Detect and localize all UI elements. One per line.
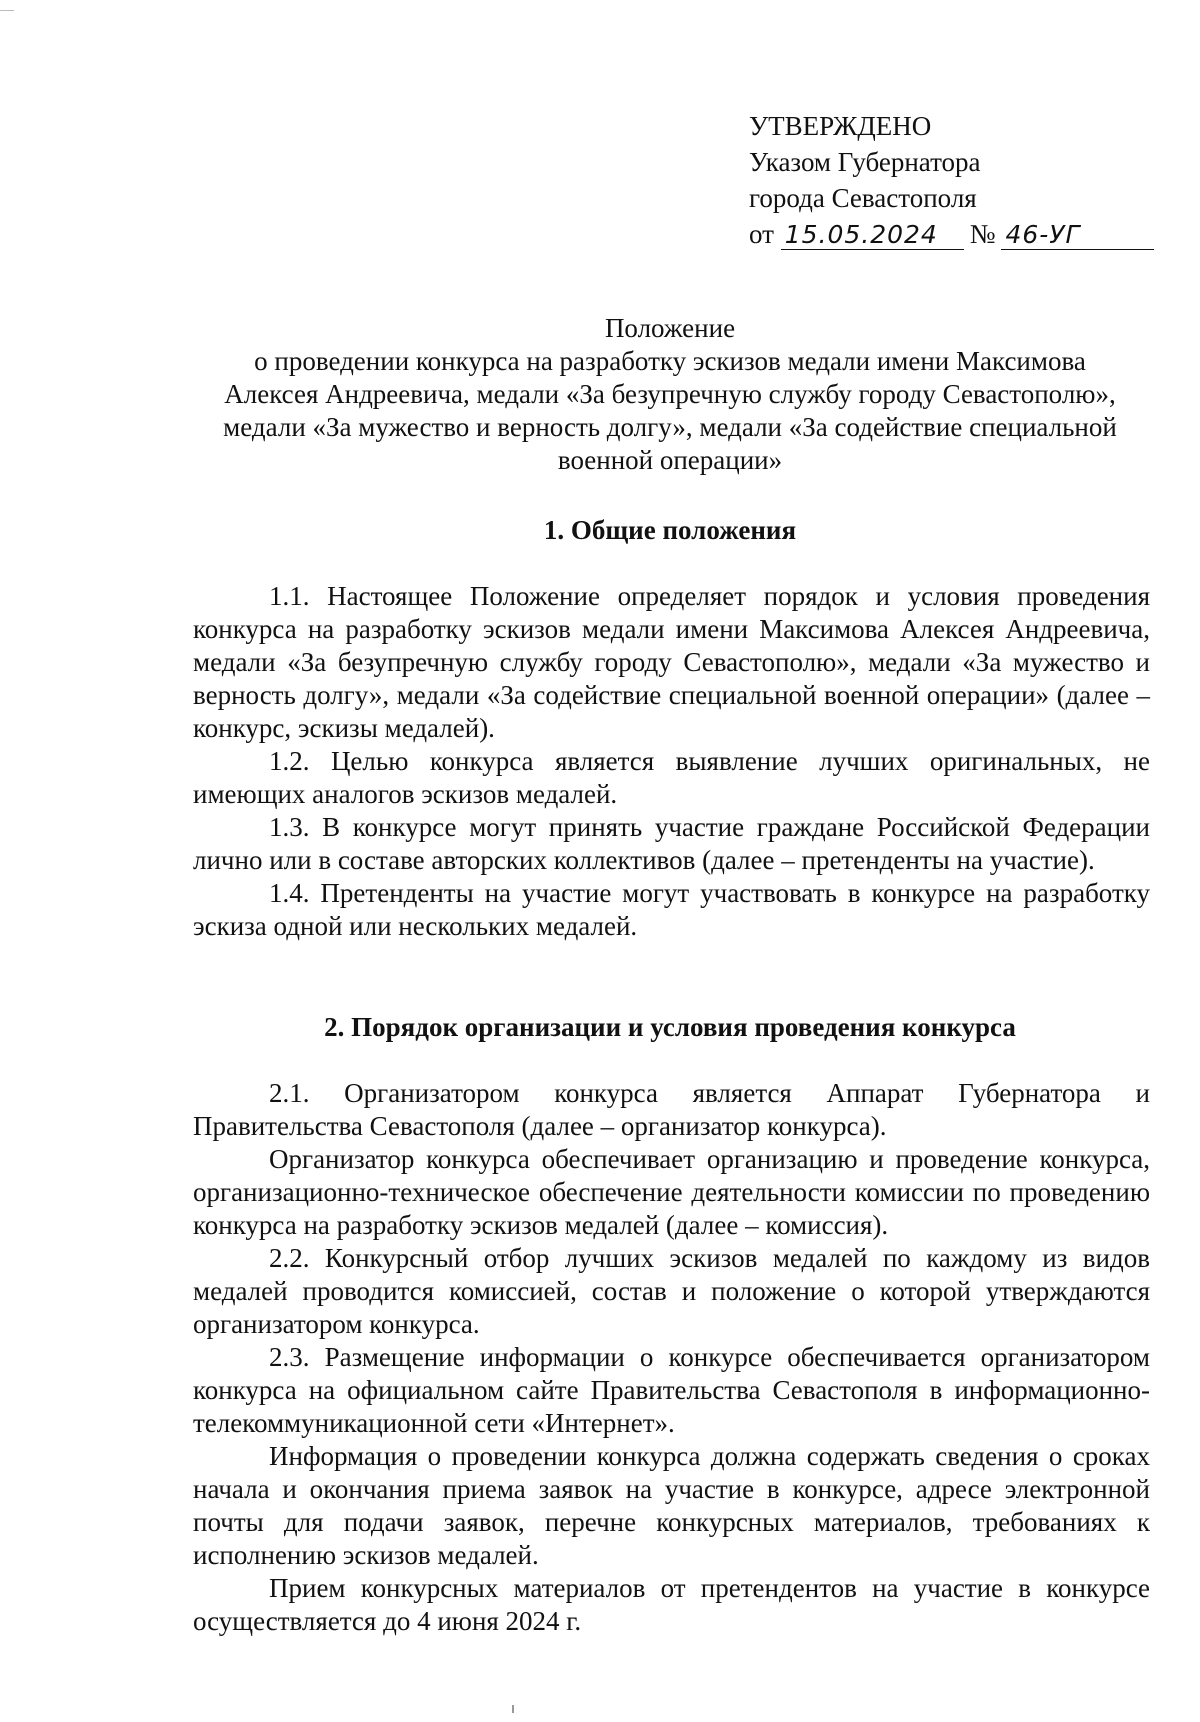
section-procedure-body	[193, 1077, 1150, 1638]
title-line: Алексея Андреевича, медали «За безупречную службу городу Севастополю»,	[224, 379, 1116, 409]
paragraph: Прием конкурсных материалов от претендентов на участие в конкурсе осуществляется до 4 июня 2024 г.	[193, 1573, 1150, 1636]
section-general-body	[193, 580, 1150, 943]
paragraph: 2.3. Размещение информации о конкурсе обеспечивается организатором конкурса на официальном сайте Правительства Севастополя в информационно-телекоммуникационной сети «Интернет».	[193, 1342, 1150, 1438]
section-heading-general: 1. Общие положения	[543, 515, 797, 545]
handwritten-number: 46-УГ	[1001, 221, 1154, 250]
approval-decree: Указом Губернатора	[749, 147, 981, 177]
paragraph: Организатор конкурса обеспечивает организацию и проведение конкурса, организационно-техническое обеспечение деятельности комиссии по проведению конкурса на разработку эскизов медалей (далее – комиссия).	[193, 1144, 1150, 1240]
scan-footer-mark	[512, 1705, 514, 1713]
paragraph: 1.3. В конкурсе могут принять участие граждане Российской Федерации лично или в составе авторских коллективов (далее – претенденты на участие).	[193, 812, 1150, 875]
approval-title: УТВЕРЖДЕНО	[749, 111, 932, 141]
scan-edge-mark	[0, 10, 14, 11]
title-line: медали «За мужество и верность долгу», медали «За содействие специальной	[223, 412, 1117, 442]
title-line: военной операции»	[557, 445, 783, 475]
title-heading: Положение	[604, 313, 736, 343]
paragraph: 2.1. Организатором конкурса является Аппарат Губернатора и Правительства Севастополя (далее – организатор конкурса).	[193, 1078, 1150, 1141]
title-line: о проведении конкурса на разработку эскизов медали имени Максимова	[254, 346, 1086, 376]
approval-date-line	[749, 216, 1154, 252]
section-heading-procedure: 2. Порядок организации и условия проведения конкурса	[324, 1012, 1016, 1042]
paragraph: Информация о проведении конкурса должна содержать сведения о сроках начала и окончания приема заявок на участие в конкурсе, адресе электронной почты для подачи заявок, перечне конкурсных материалов, требованиях к исполнению эскизов медалей.	[193, 1441, 1150, 1570]
date-prefix: от	[749, 219, 774, 249]
number-sign: №	[969, 219, 996, 249]
paragraph: 1.1. Настоящее Положение определяет порядок и условия проведения конкурса на разработку эскизов медали имени Максимова Алексея Андреевича, медали «За безупречную службу городу Севастополю», медали «За мужество и верность долгу», медали «За содействие специальной военной операции» (далее – конкурс, эскизы медалей).	[193, 581, 1150, 743]
paragraph: 2.2. Конкурсный отбор лучших эскизов медалей по каждому из видов медалей проводится комиссией, состав и положение о которой утверждаются организатором конкурса.	[193, 1243, 1150, 1339]
paragraph: 1.4. Претенденты на участие могут участвовать в конкурсе на разработку эскиза одной или нескольких медалей.	[193, 878, 1150, 941]
paragraph: 1.2. Целью конкурса является выявление лучших оригинальных, не имеющих аналогов эскизов медалей.	[193, 746, 1150, 809]
approval-city: города Севастополя	[749, 183, 977, 213]
document-title	[190, 312, 1150, 477]
approval-stamp	[749, 108, 1154, 252]
handwritten-date: 15.05.2024	[781, 221, 964, 250]
